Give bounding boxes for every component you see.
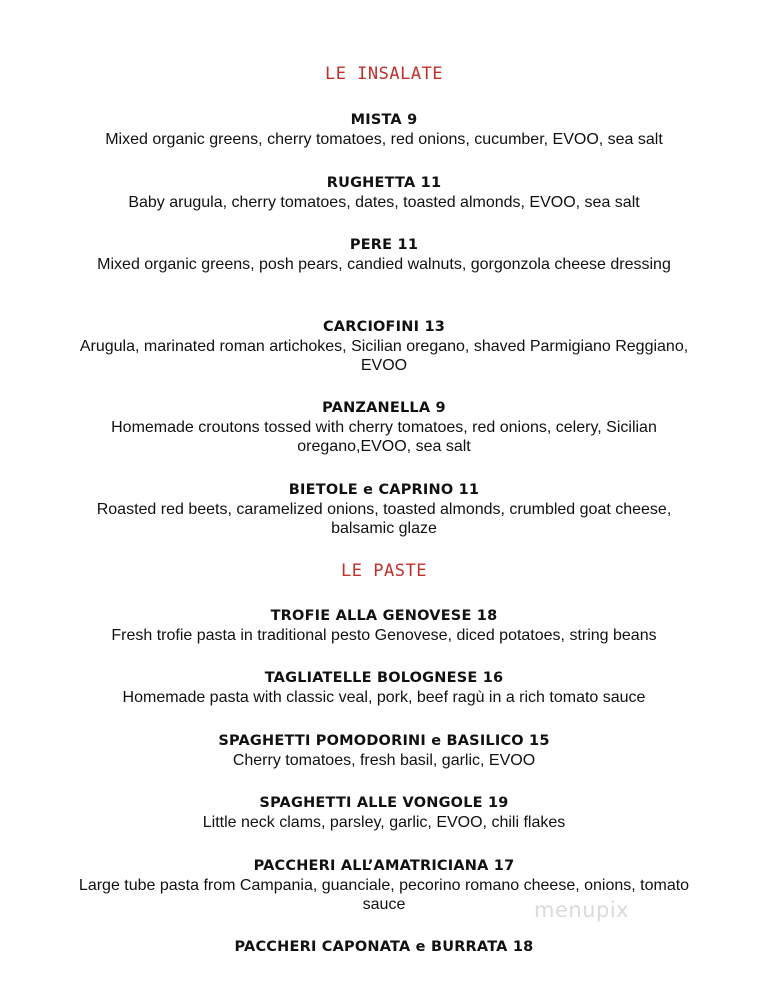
item-description: Mixed organic greens, posh pears, candied walnuts, gorgonzola cheese dressing [97, 256, 671, 273]
menu-item-mista [60, 110, 708, 149]
item-name: TAGLIATELLE BOLOGNESE 16 [264, 670, 504, 686]
item-name: RUGHETTA 11 [326, 175, 442, 191]
menu-item-panzanella [60, 398, 708, 456]
menu-item-spaghetti-pomodorini [60, 731, 708, 770]
menu-item-bietole-caprino [60, 480, 716, 538]
menu-item-trofie [60, 606, 708, 645]
item-name: BIETOLE e CAPRINO 11 [288, 482, 480, 498]
item-name: PERE 11 [349, 237, 419, 253]
menu-item-pere [60, 235, 708, 274]
item-description: Homemade pasta with classic veal, pork, beef ragù in a rich tomato sauce [122, 689, 646, 706]
item-name: CARCIOFINI 13 [322, 319, 446, 335]
menu-item-tagliatelle [60, 668, 708, 707]
item-description: Mixed organic greens, cherry tomatoes, red onions, cucumber, EVOO, sea salt [105, 131, 663, 148]
section-title-paste: LE PASTE [341, 561, 427, 581]
menu-item-spaghetti-vongole [60, 793, 708, 832]
section-title-insalate: LE INSALATE [324, 64, 444, 84]
item-description: Cherry tomatoes, fresh basil, garlic, EVOO [232, 752, 536, 769]
item-name: PANZANELLA 9 [322, 400, 446, 416]
item-description: Arugula, marinated roman artichokes, Sicilian oregano, shaved Parmigiano Reggiano, EVOO [79, 338, 689, 374]
item-name: MISTA 9 [350, 112, 418, 128]
item-description: Large tube pasta from Campania, guanciale, pecorino romano cheese, onions, tomato sauce [78, 877, 690, 913]
item-name: PACCHERI ALL’AMATRICIANA 17 [253, 858, 515, 874]
item-description: Baby arugula, cherry tomatoes, dates, toasted almonds, EVOO, sea salt [128, 194, 640, 211]
item-description: Little neck clams, parsley, garlic, EVOO, chili flakes [202, 814, 566, 831]
item-name: TROFIE ALLA GENOVESE 18 [270, 608, 498, 624]
item-name: PACCHERI CAPONATA e BURRATA 18 [234, 939, 534, 955]
item-name: SPAGHETTI POMODORINI e BASILICO 15 [218, 733, 550, 749]
menu-item-carciofini [60, 317, 708, 375]
menu-item-paccheri-caponata [60, 937, 708, 957]
menu-item-rughetta [60, 173, 708, 212]
item-name: SPAGHETTI ALLE VONGOLE 19 [259, 795, 509, 811]
item-description: Roasted red beets, caramelized onions, toasted almonds, crumbled goat cheese, balsamic glaze [96, 501, 716, 537]
item-description: Homemade croutons tossed with cherry tomatoes, red onions, celery, Sicilian oregano,EVOO, sea salt [111, 419, 657, 455]
item-description: Fresh trofie pasta in traditional pesto Genovese, diced potatoes, string beans [111, 627, 657, 644]
watermark: menupix [534, 898, 630, 922]
